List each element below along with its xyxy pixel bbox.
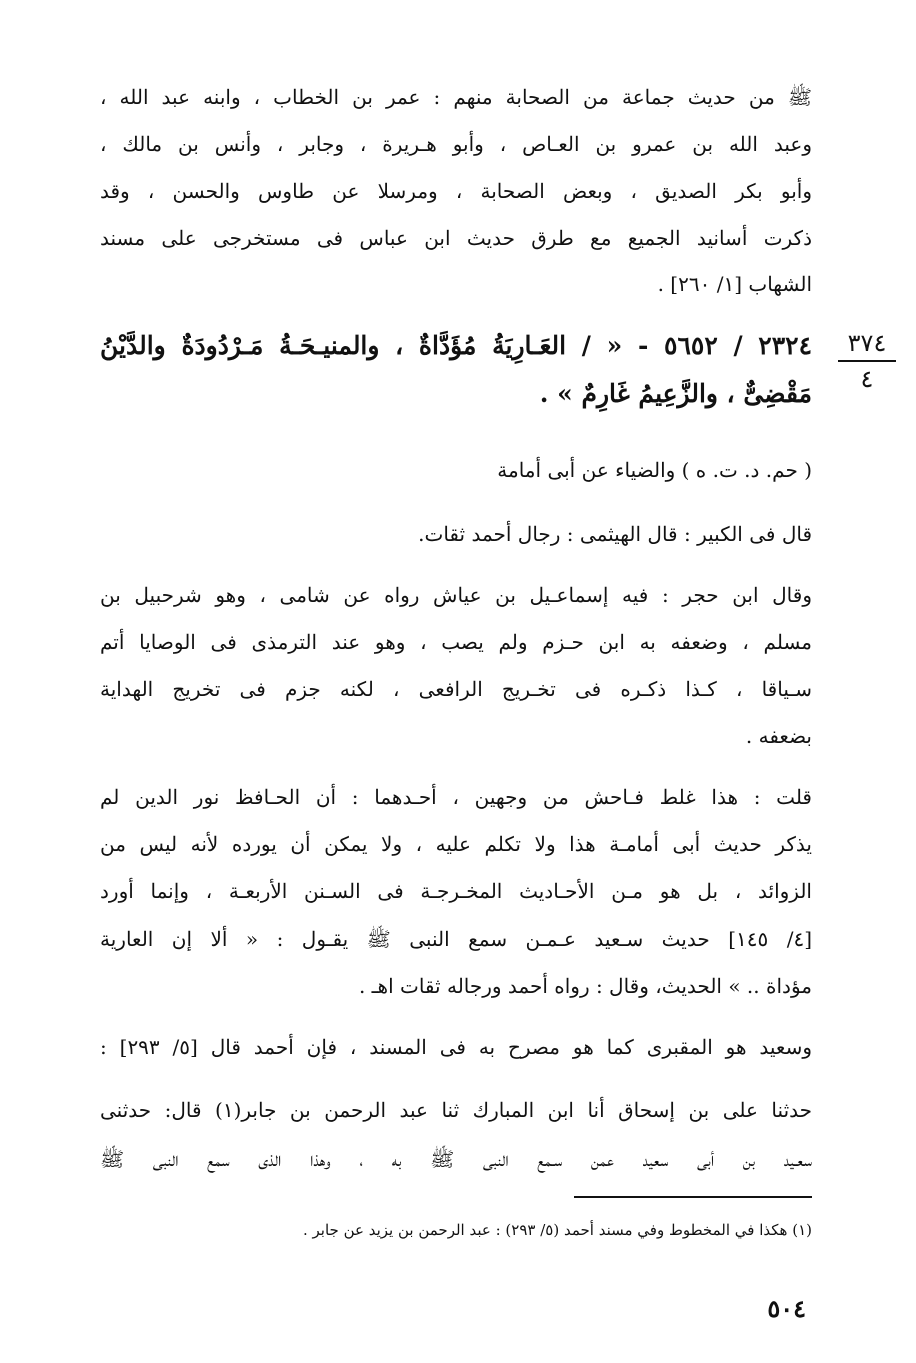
text-line: [٤/ ١٤٥] حديث سـعيد عـمـن سمع النبى ﷺ يقـول : « ألا إن العارية (100, 927, 812, 951)
text-line: ذكرت أسانيد الجميع مع طرق حديث ابن عباس فى مستخرجى على مسند (100, 226, 812, 250)
text-line: سـياقا ، كـذا ذكـره فى تخـريج الرافعى ، لكنه جزم فى تخريج الهداية (100, 677, 812, 701)
margin-reference-rule (838, 360, 896, 362)
text-line: وأبو بكر الصديق ، وبعض الصحابة ، ومرسلا عن طاوس والحسن ، وقد (100, 179, 812, 203)
hadith-text-line: ٢٣٢٤ / ٥٦٥٢ - « / العَـارِيَةُ مُؤَدَّاةٌ ، والمنيـحَـةُ مَـرْدُودَةٌ والدَّيْنُ (100, 331, 812, 360)
text-line: ﷺ من حديث جماعة من الصحابة منهم : عمر بن الخطاب ، وابنه عبد الله ، (100, 85, 812, 109)
text-line: مسلم ، وضعفه به ابن حـزم ولم يصب ، وهو عند الترمذى فى الوصايا أتم (100, 630, 812, 654)
text-line: الشهاب [١/ ٢٦٠] . (657, 272, 812, 296)
footnote: (١) هكذا في المخطوط وفي مسند أحمد (٥/ ٢٩٣) : عبد الرحمن بن يزيد عن جابر . (302, 1221, 812, 1239)
source-line: ( حم. د. ت. ه ) والضياء عن أبى أمامة (497, 458, 812, 482)
page-number: ٥٠٤ (767, 1294, 806, 1323)
text-line: سعـيد بن أبى سعيد عمن سـمع النبى ﷺ به ، وهذا الذى سمع النبى ﷺ (100, 1147, 812, 1171)
margin-reference-top: ٣٧٤ (847, 329, 887, 357)
margin-reference-bottom: ٤ (860, 365, 874, 393)
text-line: قلت : هذا غلط فـاحش من وجهين ، أحـدهما : أن الحـافظ نور الدين لم (100, 785, 812, 809)
text-line: الزوائد ، بل هو مـن الأحـاديث المخـرجـة فى السـنن الأربعـة ، وإنما أورد (100, 879, 812, 903)
text-line: حدثنا على بن إسحاق أنا ابن المبارك ثنا عبد الرحمن بن جابر(١) قال: حدثنى (100, 1098, 812, 1122)
text-line: بضعفه . (745, 724, 812, 748)
text-line: وعبد الله بن عمرو بن العـاص ، وأبو هـريرة ، وجابر ، وأنس بن مالك ، (100, 132, 812, 156)
text-line: وقال ابن حجر : فيه إسماعـيل بن عياش رواه عن شامى ، وهو شرحبيل بن (100, 583, 812, 607)
text-line: يذكر حديث أبى أمامـة هذا ولا تكلم عليه ، ولا يمكن أن يورده لأنه ليس من (100, 832, 812, 856)
margin-reference (832, 328, 902, 394)
footnote-separator (574, 1196, 812, 1198)
text-line: وسعيد هو المقبرى كما هو مصرح به فى المسند ، فإن أحمد قال [٥/ ٢٩٣] : (100, 1035, 812, 1059)
hadith-text-line: مَقْضِىٌّ ، والزَّعِيمُ غَارِمٌ » . (539, 379, 812, 408)
text-line: مؤداة .. » الحديث، وقال : رواه أحمد ورجاله ثقات اهـ . (358, 974, 812, 998)
text-line: قال فى الكبير : قال الهيثمى : رجال أحمد ثقات. (418, 522, 812, 546)
